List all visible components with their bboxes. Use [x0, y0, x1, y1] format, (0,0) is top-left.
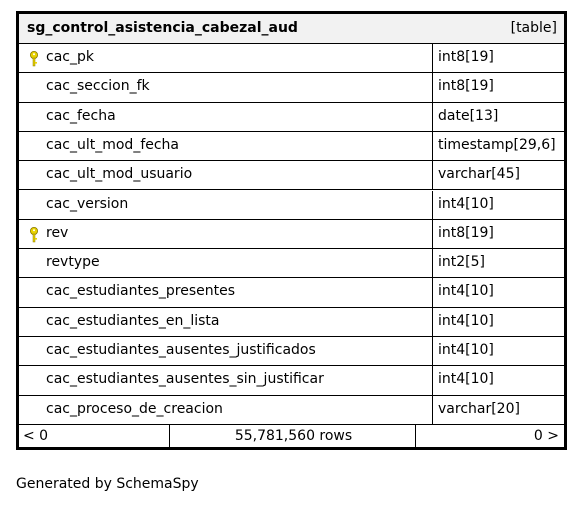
column-type: timestamp[29,6]: [438, 136, 556, 153]
column-type: int8[19]: [438, 224, 494, 241]
column-name: cac_estudiantes_ausentes_justificados: [46, 342, 316, 358]
table-kind: [table]: [510, 20, 557, 36]
column-type: int8[19]: [438, 49, 494, 65]
column-name: cac_ult_mod_usuario: [46, 166, 193, 183]
table-entity: [16, 11, 567, 450]
column-type: date[13]: [438, 107, 499, 124]
column-divider: [432, 161, 433, 189]
column-row: [19, 396, 564, 425]
column-name: cac_estudiantes_ausentes_sin_justificar: [46, 371, 324, 388]
column-row: [19, 308, 564, 337]
column-name: cac_estudiantes_en_lista: [46, 312, 220, 329]
column-divider: [432, 308, 433, 336]
column-name: cac_ult_mod_fecha: [46, 136, 180, 153]
key-icon: [28, 50, 40, 68]
column-row: [19, 161, 564, 190]
column-type: int2[5]: [438, 254, 485, 271]
column-type: int4[10]: [438, 342, 494, 358]
column-name: cac_seccion_fk: [46, 78, 150, 95]
column-row: [19, 220, 564, 249]
children-count: 0 >: [533, 428, 559, 444]
column-name: cac_estudiantes_presentes: [46, 283, 235, 300]
column-name: cac_pk: [46, 49, 94, 65]
column-name: revtype: [46, 254, 100, 271]
column-row: [19, 73, 564, 102]
column-type: int4[10]: [438, 312, 494, 329]
column-divider: [432, 73, 433, 101]
column-divider: [432, 44, 433, 72]
column-row: [19, 337, 564, 366]
column-row: [19, 366, 564, 395]
column-row: [19, 191, 564, 220]
column-row: [19, 249, 564, 278]
key-icon: [28, 226, 40, 244]
column-name: rev: [46, 224, 69, 241]
column-divider: [432, 191, 433, 219]
column-divider: [432, 220, 433, 248]
column-divider: [432, 132, 433, 160]
column-type: int4[10]: [438, 283, 494, 300]
parents-count: < 0: [23, 428, 49, 444]
table-name: sg_control_asistencia_cabezal_aud: [27, 20, 298, 36]
column-divider: [432, 337, 433, 365]
column-divider: [432, 366, 433, 394]
generated-by-note: Generated by SchemaSpy: [16, 476, 199, 492]
footer-divider: [169, 425, 170, 447]
footer-divider: [415, 425, 416, 447]
row-count: 55,781,560 rows: [234, 428, 353, 444]
column-type: int4[10]: [438, 371, 494, 388]
table-footer: [19, 425, 564, 447]
column-divider: [432, 103, 433, 131]
column-name: cac_fecha: [46, 107, 116, 124]
column-row: [19, 278, 564, 307]
column-name: cac_version: [46, 195, 129, 212]
column-name: cac_proceso_de_creacion: [46, 400, 223, 417]
column-type: varchar[20]: [438, 400, 520, 417]
column-divider: [432, 278, 433, 306]
column-row: [19, 132, 564, 161]
column-type: varchar[45]: [438, 166, 520, 183]
column-type: int4[10]: [438, 195, 494, 212]
column-type: int8[19]: [438, 78, 494, 95]
column-divider: [432, 249, 433, 277]
column-row: [19, 44, 564, 73]
column-divider: [432, 396, 433, 424]
column-row: [19, 103, 564, 132]
table-header: [19, 14, 564, 44]
